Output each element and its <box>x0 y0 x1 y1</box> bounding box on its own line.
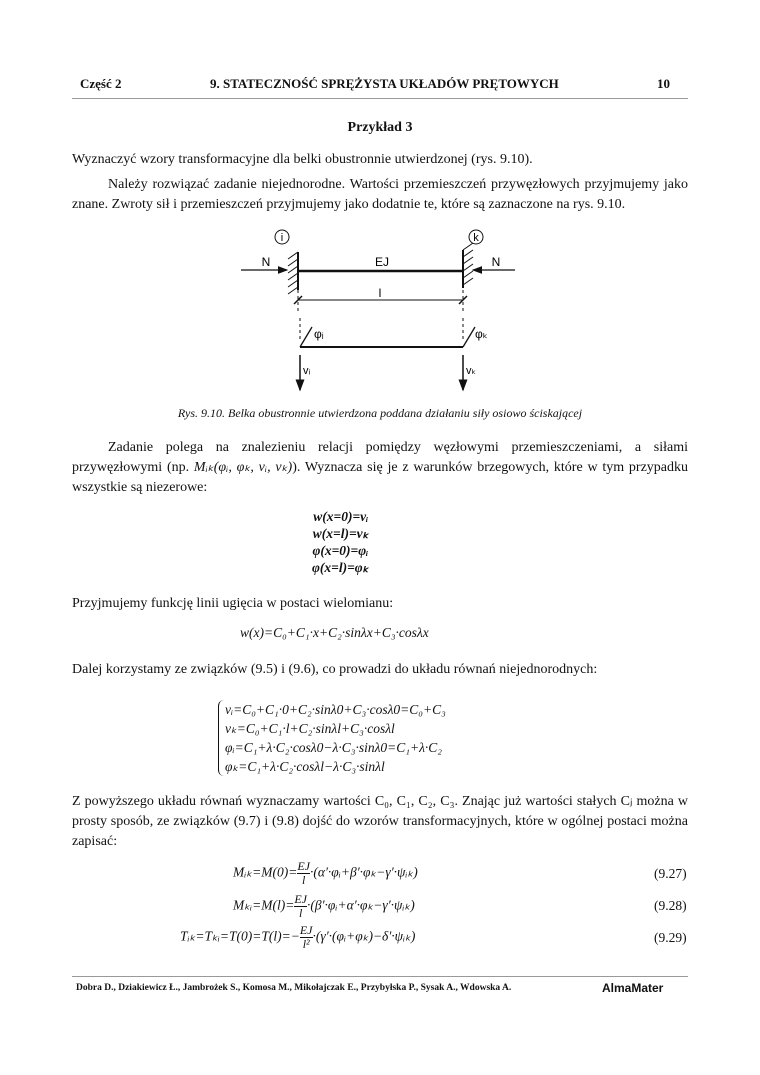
footer-authors: Dobra D., Dziakiewicz Ł., Jambrożek S., Komosa M., Mikołajczak E., Przybyłska P., Sysak A., Wdowska A. <box>76 983 512 993</box>
equation-number: (9.28) <box>654 898 687 913</box>
paragraph-3 <box>72 438 688 498</box>
fraction-numerator: EJ <box>294 892 307 906</box>
paragraph-1: Wyznaczyć wzory transformacyjne dla belki obustronnie utwierdzonej (rys. 9.10). <box>72 152 533 167</box>
system-equation: vₖ=C₀+C₁·l+C₂·sinλl+C₃·cosλl <box>225 721 395 736</box>
left-fixed-support <box>288 252 298 294</box>
formula-lhs: Tᵢₖ=Tₖᵢ=T(0)=T(l)=− <box>180 928 300 944</box>
paragraph-2: Należy rozwiązać zadanie niejednorodne. Wartości przemieszczeń przywęzłowych przyjmujemy jako znane. Zwroty sił i przemieszczeń przyjmujemy jako dodatnie te, które są zaznaczone na rys. 9.10. <box>72 177 688 212</box>
system-equation: φᵢ=C₁+λ·C₂·cosλ0−λ·C₃·sinλ0=C₁+λ·C₂ <box>225 740 443 755</box>
node-k-label: k <box>473 232 479 244</box>
v-k-label: vₖ <box>466 365 477 377</box>
fraction-numerator: EJ <box>299 923 313 937</box>
fraction-denominator: l <box>299 906 303 920</box>
boundary-condition: w(x=l)=vₖ <box>312 526 369 541</box>
system-equation: vᵢ=C₀+C₁·0+C₂·sinλ0+C₃·cosλ0=C₀+C₃ <box>225 702 446 717</box>
boundary-condition: w(x=0)=vᵢ <box>313 509 369 524</box>
equation-number: (9.29) <box>654 930 687 945</box>
formula-9-29 <box>180 924 415 951</box>
formula-rhs: ·(α′·φᵢ+β′·φₖ−γ′·ψᵢₖ) <box>310 864 418 880</box>
paragraph-3-text-end: ). Wyznacza się je z warunków brzegowych, które w tym przypadku wszystkie są niezerowe: <box>72 460 688 495</box>
fraction-denominator: l <box>302 873 306 887</box>
system-equation: φₖ=C₁+λ·C₂·cosλl−λ·C₃·sinλl <box>225 759 385 774</box>
left-force-label: N <box>261 255 271 269</box>
boundary-condition: φ(x=0)=φᵢ <box>312 543 369 558</box>
publisher-logo: AlmaMater <box>602 981 664 995</box>
equation-number: (9.27) <box>654 866 687 881</box>
length-label: l <box>378 286 382 300</box>
page-number: 10 <box>657 76 670 91</box>
boundary-conditions <box>312 508 368 576</box>
header-title: 9. STATECZNOŚĆ SPRĘŻYSTA UKŁADÓW PRĘTOWYCH <box>210 76 559 91</box>
node-i-label: i <box>280 232 284 244</box>
paragraph-3-text: Zadanie polega na znalezieniu relacji pomiędzy węzłowymi przemieszczeniami, a siłami przywęzłowymi (np. <box>72 440 688 475</box>
phi-k-label: φₖ <box>475 327 488 341</box>
paragraph-4: Przyjmujemy funkcję linii ugięcia w postaci wielomianu: <box>72 596 394 611</box>
boundary-condition: φ(x=l)=φₖ <box>312 560 369 575</box>
header-part: Część 2 <box>80 76 122 91</box>
paragraph-6: Z powyższego układu równań wyznaczamy wartości C₀, C₁, C₂, C₃. Znając już wartości stałych Cⱼ można w prosty sposób, ze związków (9.7) i (9.8) dojść do wzorów transformacyjnych, które w ogólnej postaci można zapisać: <box>72 794 688 849</box>
figure-caption: Rys. 9.10. Belka obustronnie utwierdzona poddana działaniu siły osiowo ściskającej <box>177 406 583 420</box>
deformed-beam <box>300 318 475 390</box>
formula-rhs: ·(β′·φᵢ+α′·φₖ−γ′·ψᵢₖ) <box>307 897 415 913</box>
phi-i-label: φᵢ <box>314 327 324 341</box>
footer-rule <box>72 976 688 977</box>
formula-lhs: Mₖᵢ=M(l)= <box>233 897 295 913</box>
fraction-denominator: l² <box>302 937 310 951</box>
v-i-label: vᵢ <box>303 365 311 377</box>
figure-beam-diagram <box>0 0 760 420</box>
formula-9-28 <box>233 893 415 920</box>
right-force-label: N <box>491 255 501 269</box>
formula-lhs: Mᵢₖ=M(0)= <box>233 864 298 880</box>
inline-formula: Mᵢₖ(φᵢ, φₖ, vᵢ, vₖ) <box>193 460 293 475</box>
example-heading: Przykład 3 <box>347 120 413 135</box>
stiffness-label: EJ <box>374 255 390 269</box>
formula-rhs: ·(γ′·(φᵢ+φₖ)−δ′·ψᵢₖ) <box>312 928 416 944</box>
fraction-numerator: EJ <box>297 859 310 873</box>
right-fixed-support <box>463 243 473 288</box>
equation-system <box>218 700 446 776</box>
deflection-equation: w(x)=C₀+C₁·x+C₂·sinλx+C₃·cosλx <box>240 625 429 640</box>
formula-9-27 <box>233 860 418 887</box>
paragraph-5: Dalej korzystamy ze związków (9.5) i (9.6), co prowadzi do układu równań niejednorodnych: <box>72 662 598 677</box>
